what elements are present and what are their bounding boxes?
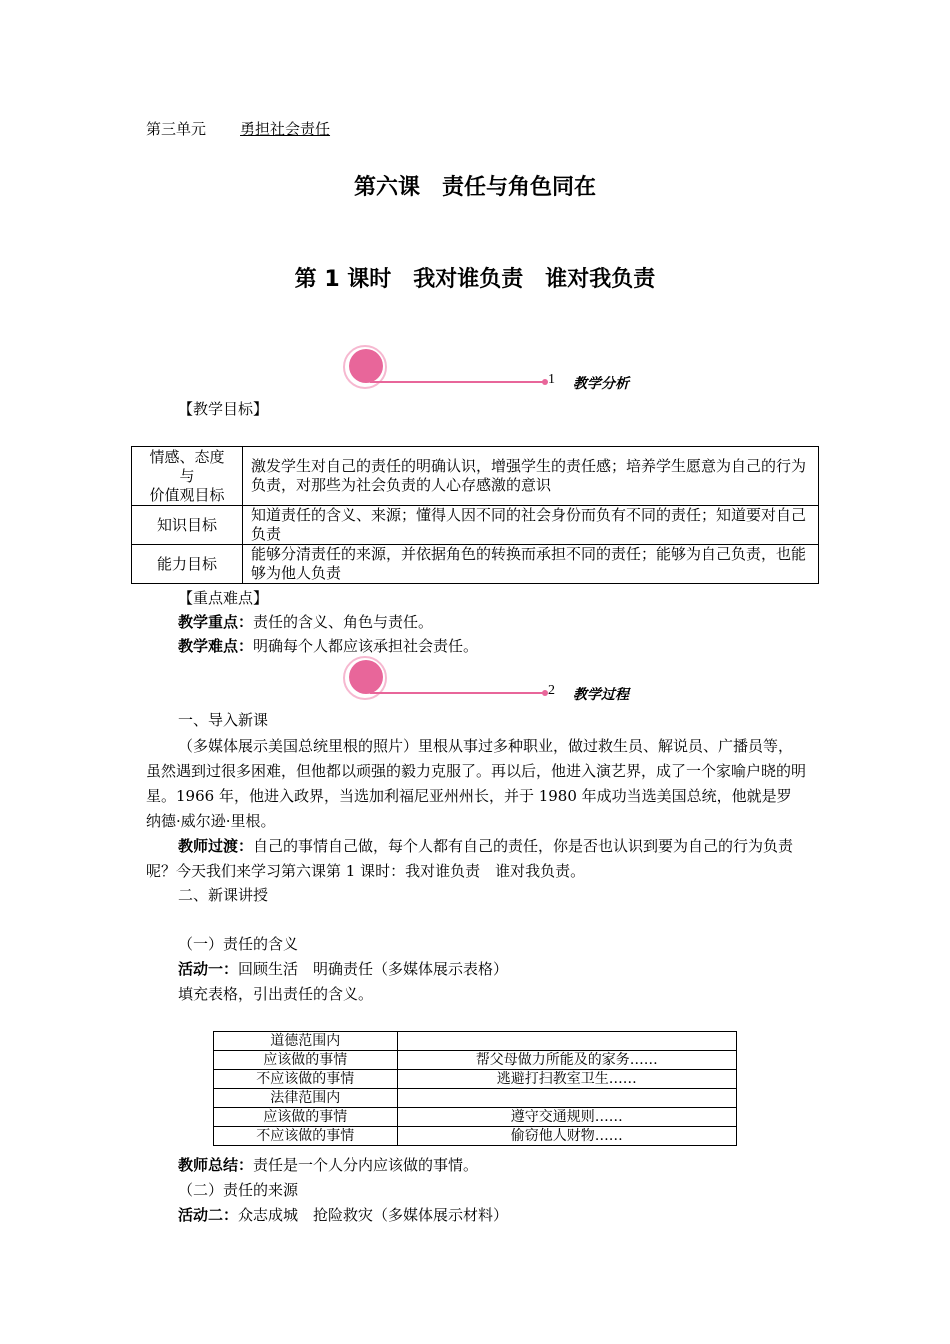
unit-header bbox=[146, 118, 330, 139]
section-label-1: 教学分析 bbox=[573, 376, 629, 392]
goal-text-emotion: 激发学生对自己的责任的明确认识，增强学生的责任感；培养学生愿意为自己的行为负责，对那些为社会负责的人心存感激的意识 bbox=[243, 447, 819, 506]
table-row bbox=[214, 1108, 737, 1127]
law-header: 法律范围内 bbox=[214, 1089, 398, 1108]
table-row bbox=[214, 1070, 737, 1089]
section-number-1: 1 bbox=[548, 372, 555, 387]
table-row bbox=[214, 1127, 737, 1146]
unit-title: 勇担社会责任 bbox=[240, 120, 331, 138]
section-number-2: 2 bbox=[548, 683, 555, 698]
activity1-desc: 填充表格，引出责任的含义。 bbox=[178, 985, 374, 1003]
table-cell: 逃避打扫教室卫生…… bbox=[397, 1070, 736, 1089]
difficult-point: 教学难点：明确每个人都应该承担社会责任。 bbox=[178, 637, 479, 655]
table-cell: 应该做的事情 bbox=[214, 1108, 398, 1127]
part1-title: 一、导入新课 bbox=[178, 711, 269, 729]
activity1: 活动一：回顾生活 明确责任（多媒体展示表格） bbox=[178, 960, 509, 978]
table-row bbox=[214, 1089, 737, 1108]
table-row bbox=[214, 1032, 737, 1051]
goals-table bbox=[131, 446, 819, 584]
table-row bbox=[132, 545, 819, 584]
goal-label-emotion: 情感、态度 与 价值观目标 bbox=[132, 447, 243, 506]
goal-text-ability: 能够分清责任的来源，并依据角色的转换而承担不同的责任；能够为自己负责，也能够为他人负责 bbox=[243, 545, 819, 584]
sub1-title: （一）责任的含义 bbox=[178, 935, 299, 953]
unit-label: 第三单元 bbox=[146, 120, 207, 138]
intro-paragraph: （多媒体展示美国总统里根的照片）里根从事过多种职业，做过救生员、解说员、广播员等，虽然遇到过很多困难，但他都以顽强的毅力克服了。再以后，他进入演艺界，成了一个家喻户晓的明星。1966 年，他进入政界，当选加利福尼亚州州长，并于 1980 年成功当选美国总统，他就是罗纳德·威尔逊·里根。 bbox=[146, 737, 807, 830]
key-heading: 【重点难点】 bbox=[178, 589, 269, 607]
goals-heading: 【教学目标】 bbox=[178, 400, 269, 418]
table-cell: 遵守交通规则…… bbox=[397, 1108, 736, 1127]
lesson-title: 第六课 责任与角色同在 bbox=[353, 175, 596, 200]
activity2: 活动二：众志成城 抢险救灾（多媒体展示材料） bbox=[178, 1206, 509, 1224]
table-row bbox=[132, 447, 819, 506]
transition-paragraph: 教师过渡：自己的事情自己做，每个人都有自己的责任，你是否也认识到要为自己的行为负责呢？今天我们来学习第六课第 1 课时：我对谁负责 谁对我负责。 bbox=[146, 837, 794, 880]
responsibility-table bbox=[213, 1031, 737, 1146]
sub2-title: （二）责任的来源 bbox=[178, 1181, 299, 1199]
table-row bbox=[132, 506, 819, 545]
table-cell: 不应该做的事情 bbox=[214, 1127, 398, 1146]
part2-title: 二、新课讲授 bbox=[178, 886, 269, 904]
table-cell: 偷窃他人财物…… bbox=[397, 1127, 736, 1146]
table-cell: 不应该做的事情 bbox=[214, 1070, 398, 1089]
goal-label-knowledge: 知识目标 bbox=[132, 506, 243, 545]
key-point: 教学重点：责任的含义、角色与责任。 bbox=[178, 613, 434, 631]
period-title: 第 1 课时 我对谁负责 谁对我负责 bbox=[294, 267, 656, 292]
goal-label-ability: 能力目标 bbox=[132, 545, 243, 584]
table-cell: 应该做的事情 bbox=[214, 1051, 398, 1070]
table-cell: 帮父母做力所能及的家务…… bbox=[397, 1051, 736, 1070]
section-label-2: 教学过程 bbox=[573, 687, 629, 703]
moral-header: 道德范围内 bbox=[214, 1032, 398, 1051]
teacher-summary: 教师总结：责任是一个人分内应该做的事情。 bbox=[178, 1156, 479, 1174]
goal-text-knowledge: 知道责任的含义、来源；懂得人因不同的社会身份而负有不同的责任；知道要对自己负责 bbox=[243, 506, 819, 545]
table-row bbox=[214, 1051, 737, 1070]
